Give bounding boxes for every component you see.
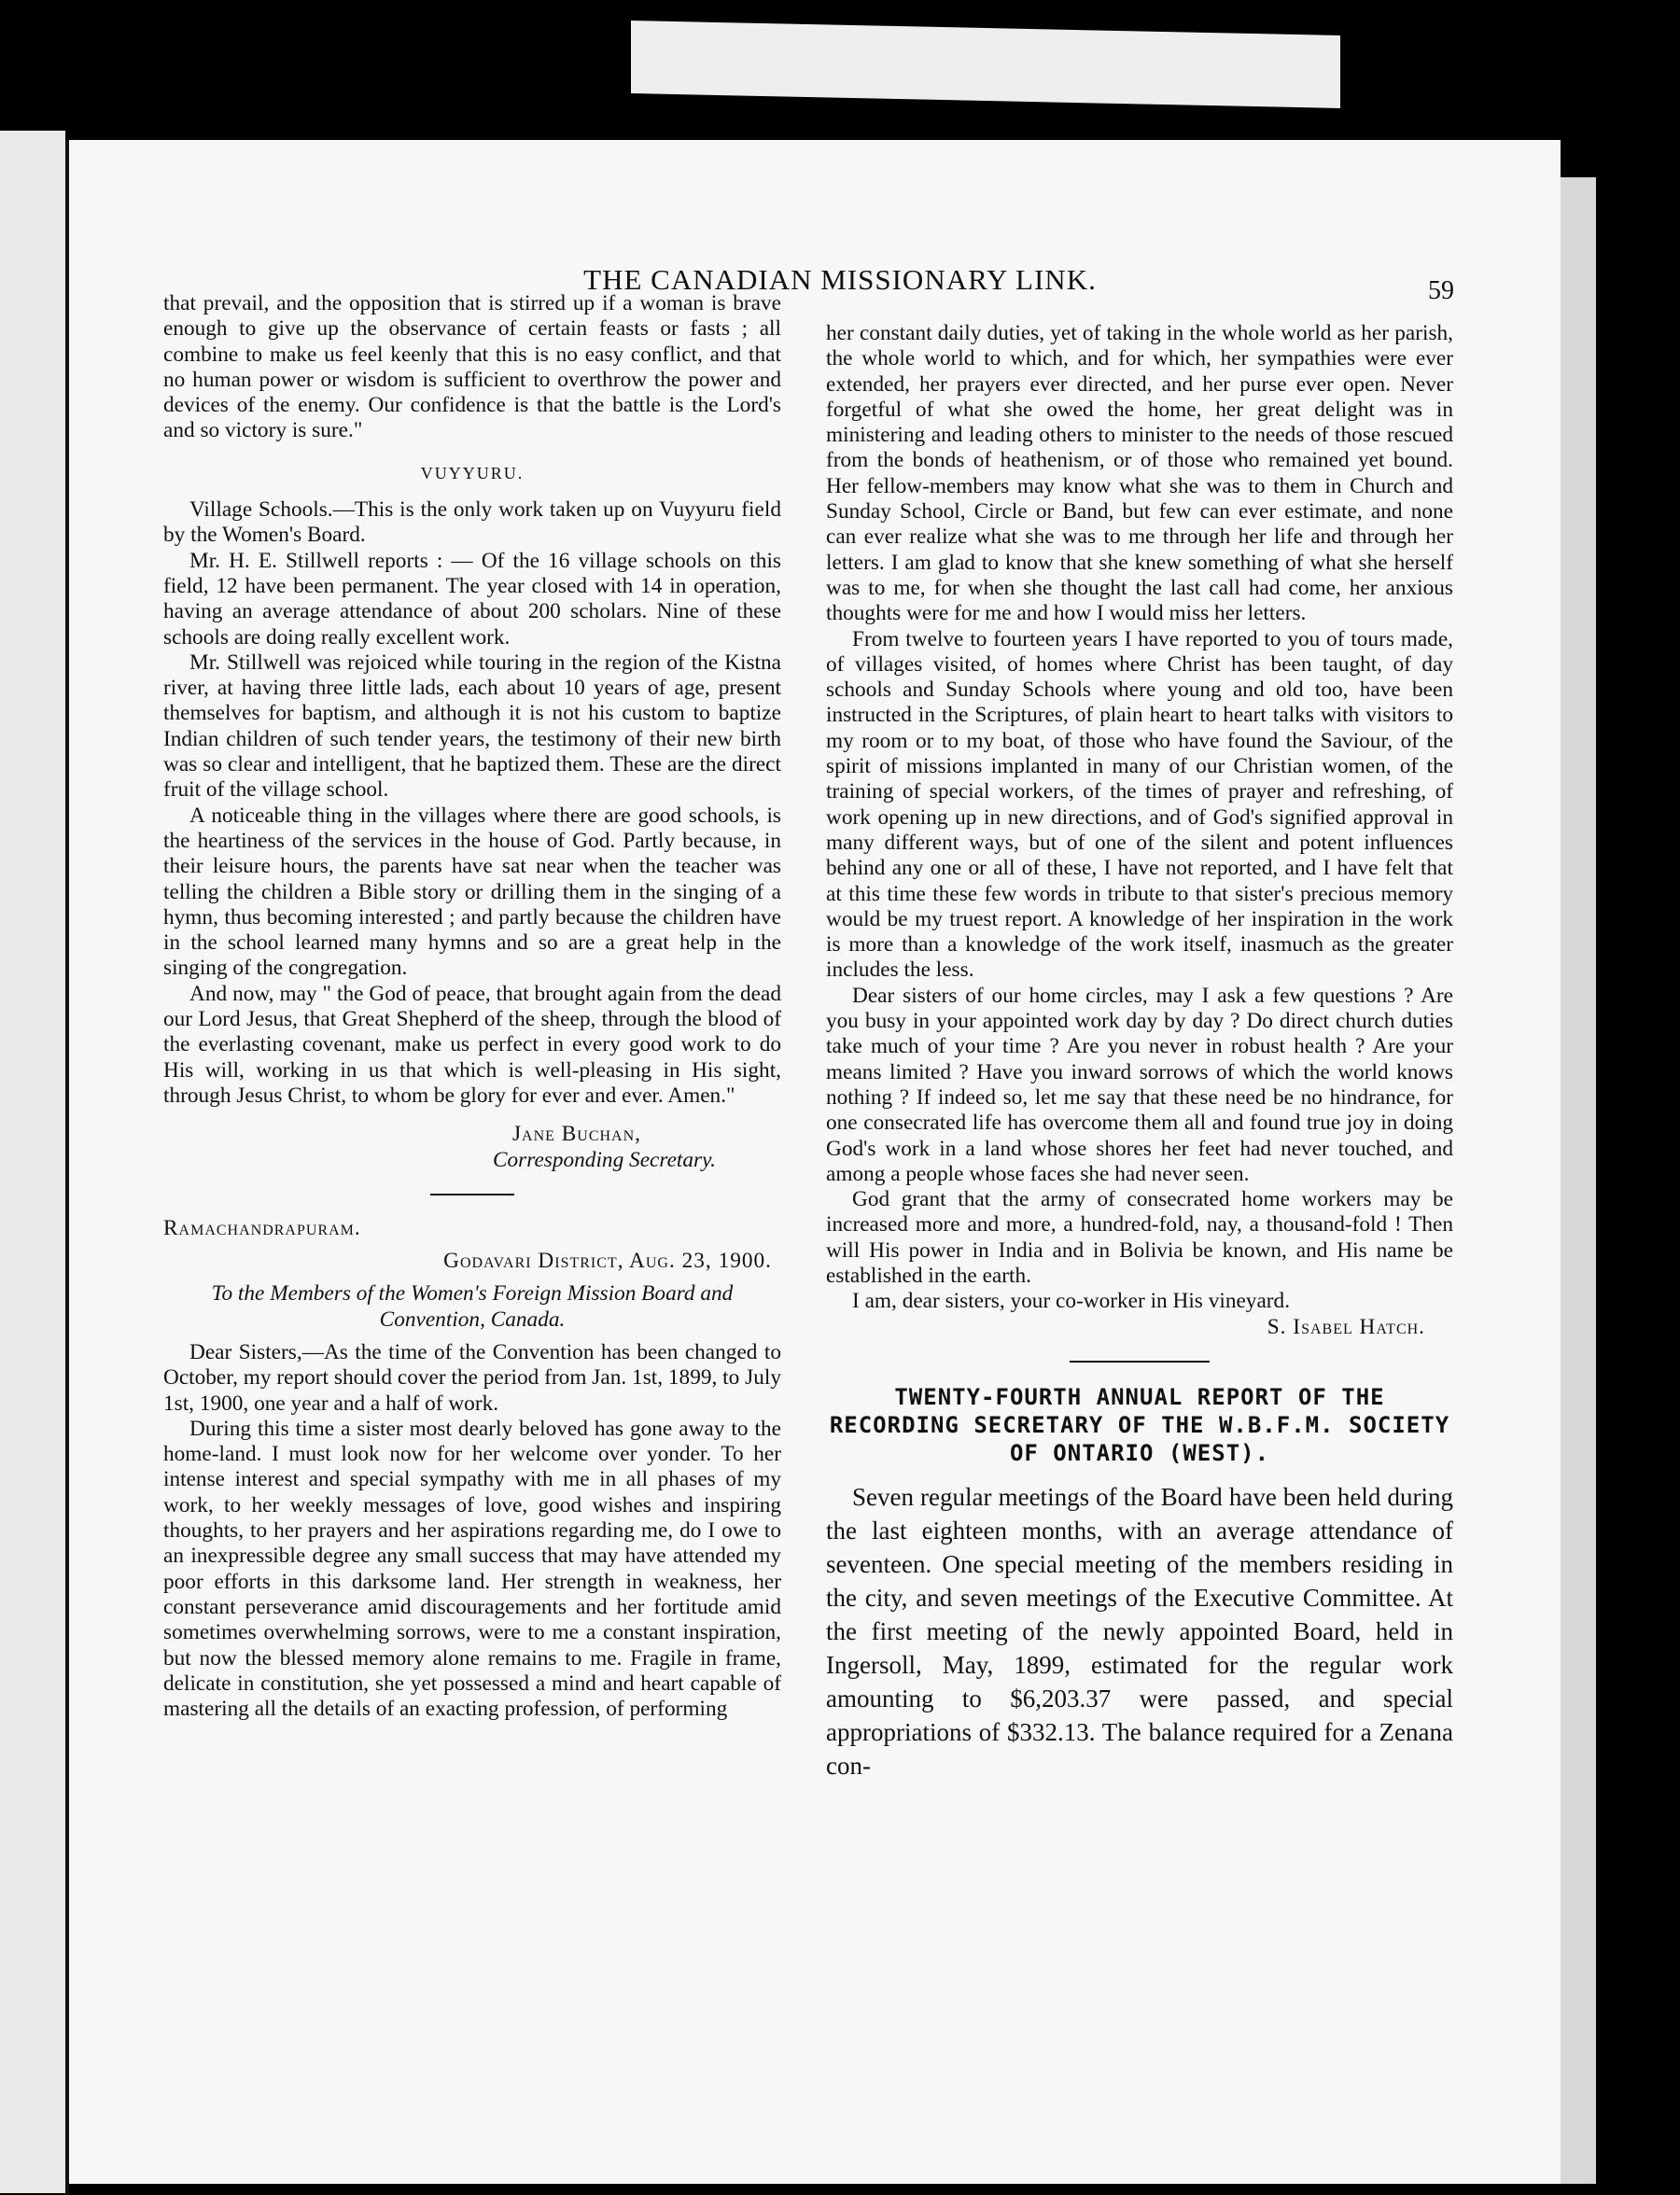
- left-column: [163, 291, 781, 1722]
- paragraph: Mr. H. E. Stillwell reports : — Of the 16 village schools on this field, 12 have been permanent. The year closed with 14 in operation, having an average attendance of about 200 scholars. Nine of these schools are doing really excellent work.: [163, 548, 781, 650]
- paragraph: her constant daily duties, yet of taking in the whole world as her parish, the whole world to which, and for which, her sympathies were ever extended, her prayers ever directed, and her purse ever open. Never forgetful of what she owed the home, her great delight was in ministering and leading others to minister to the needs of those rescued from the bonds of heathenism, or of those who remained yet bound. Her fellow-members may know what she was to them in Church and Sunday School, Circle or Band, but few can ever estimate, and none can ever realize what she was to me through her life and through her letters. I am glad to know that she knew something of what she herself was to me, for when she thought the last call had come, her anxious thoughts were for me and how I would miss her letters.: [826, 321, 1453, 626]
- section-heading: Ramachandrapuram.: [163, 1215, 361, 1240]
- paragraph: Village Schools.—This is the only work taken up on Vuyyuru field by the Women's Board.: [163, 497, 781, 548]
- paragraph: A noticeable thing in the villages where there are good schools, is the heartiness of the services in the house of God. Partly because, in their leisure hours, the parents have sat near when the teacher was telling the children a Bible story or drilling them in the singing of a hymn, thus becoming interested ; and partly because the children have in the school learned many hymns and so are a great help in the singing of the congregation.: [163, 803, 781, 981]
- paragraph: And now, may " the God of peace, that brought again from the dead our Lord Jesus, that Great Shepherd of the sheep, through the blood of the everlasting covenant, make us perfect in every good work to do His will, working in us that which is well-pleasing in His sight, through Jesus Christ, to whom be glory for ever and ever. Amen.": [163, 981, 781, 1108]
- dateline: Godavari District, Aug. 23, 1900.: [443, 1249, 772, 1274]
- previous-page-edge: [0, 131, 65, 2193]
- paragraph: God grant that the army of consecrated home workers may be increased more and more, a hundred-fold, nay, a thousand-fold ! Then will His power in India and in Bolivia be known, and His name be established in the earth.: [826, 1187, 1453, 1288]
- divider: [430, 1194, 514, 1195]
- running-head: THE CANADIAN MISSIONARY LINK.: [583, 263, 1097, 296]
- page-number: 59: [1428, 276, 1454, 305]
- paragraph: During this time a sister most dearly beloved has gone away to the home-land. I must look now for her welcome over yonder. To her intense interest and special sympathy with me in all phases of my work, to her weekly messages of love, good wishes and inspiring thoughts, to her prayers and her aspirations regarding me, do I owe to an inexpressible degree any small success that may have attended my poor efforts in this darksome land. Her strength in weakness, her constant perseverance amid discouragements and her fortitude amid sometimes overwhelming sorrows, were to me a constant inspiration, but now the blessed memory alone remains to me. Fragile in frame, delicate in constitution, she yet possessed a mind and heart capable of mastering all the details of an exacting profession, of performing: [163, 1416, 781, 1722]
- signature-name: Jane Buchan,: [511, 1122, 641, 1147]
- page-edge-right: [1561, 177, 1596, 2184]
- scanner-tab-shadow: [631, 21, 1340, 108]
- divider: [1070, 1361, 1210, 1363]
- paragraph: From twelve to fourteen years I have reported to you of tours made, of villages visited, of homes where Christ has been taught, of day schools and Sunday Schools where young and old too, have been instructed in the Scriptures, of plain heart to heart talks with visitors to my room or to my boat, of those who have found the Saviour, of the spirit of missions implanted in many of our Christian women, of the training of special workers, of the times of prayer and refreshing, of work opening up in new directions, and of God's signified approval in many different ways, but of one of the silent and potent influences behind any one or all of these, I have not reported, and I have felt that at this time these few words in tribute to that sister's precious memory would be my truest report. A knowledge of her inspiration in the work is more than a knowledge of the work itself, inasmuch as the greater includes the less.: [826, 626, 1453, 983]
- paragraph: Seven regular meetings of the Board have been held during the last eighteen months, with an average attendance of seventeen. One special meeting of the members residing in the city, and seven meetings of the Executive Committee. At the first meeting of the newly appointed Board, held in Ingersoll, May, 1899, estimated for the regular work amounting to $6,203.37 were passed, and special appropriations of $332.13. The balance required for a Zenana con-: [826, 1482, 1453, 1780]
- address: To the Members of the Women's Foreign Mission Board and Convention, Canada.: [211, 1281, 734, 1332]
- signature-title: Corresponding Secretary.: [493, 1147, 716, 1172]
- section-heading: VUYYURU.: [420, 463, 525, 482]
- signature: S. Isabel Hatch.: [1267, 1314, 1425, 1339]
- paragraph: that prevail, and the opposition that is stirred up if a woman is brave enough to give up the observance of certain feasts or fasts ; all combine to make us feel keenly that this is no easy conflict, and that no human power or wisdom is sufficient to overthrow the power and devices of the enemy. Our confidence is that the battle is the Lord's and so victory is sure.": [163, 291, 781, 443]
- right-column: [826, 321, 1453, 1783]
- paragraph: Dear sisters of our home circles, may I ask a few questions ? Are you busy in your appointed work day by day ? Do direct church duties take much of your time ? Are you never in robust health ? Are your means limited ? Have you inward sorrows of which the world knows nothing ? If indeed so, let me say that these need be no hindrance, for one consecrated life has overcome them all and found true joy in doing God's work in a land whose shores her feet had never touched, and among a people whose faces she had never seen.: [826, 983, 1453, 1186]
- paragraph: Mr. Stillwell was rejoiced while touring in the region of the Kistna river, at having three little lads, each about 10 years of age, present themselves for baptism, and although it is not his custom to baptize Indian children of such tender years, the testimony of their new birth was so clear and intelligent, that he baptized them. These are the direct fruit of the village school.: [163, 650, 781, 803]
- report-heading: TWENTY-FOURTH ANNUAL REPORT OF THE RECORDING SECRETARY OF THE W.B.F.M. SOCIETY OF ONTARIO (WEST).: [829, 1383, 1450, 1466]
- paragraph: Dear Sisters,—As the time of the Convention has been changed to October, my report should cover the period from Jan. 1st, 1899, to July 1st, 1900, one year and a half of work.: [163, 1339, 781, 1416]
- paragraph: I am, dear sisters, your co-worker in His vineyard.: [852, 1289, 1291, 1314]
